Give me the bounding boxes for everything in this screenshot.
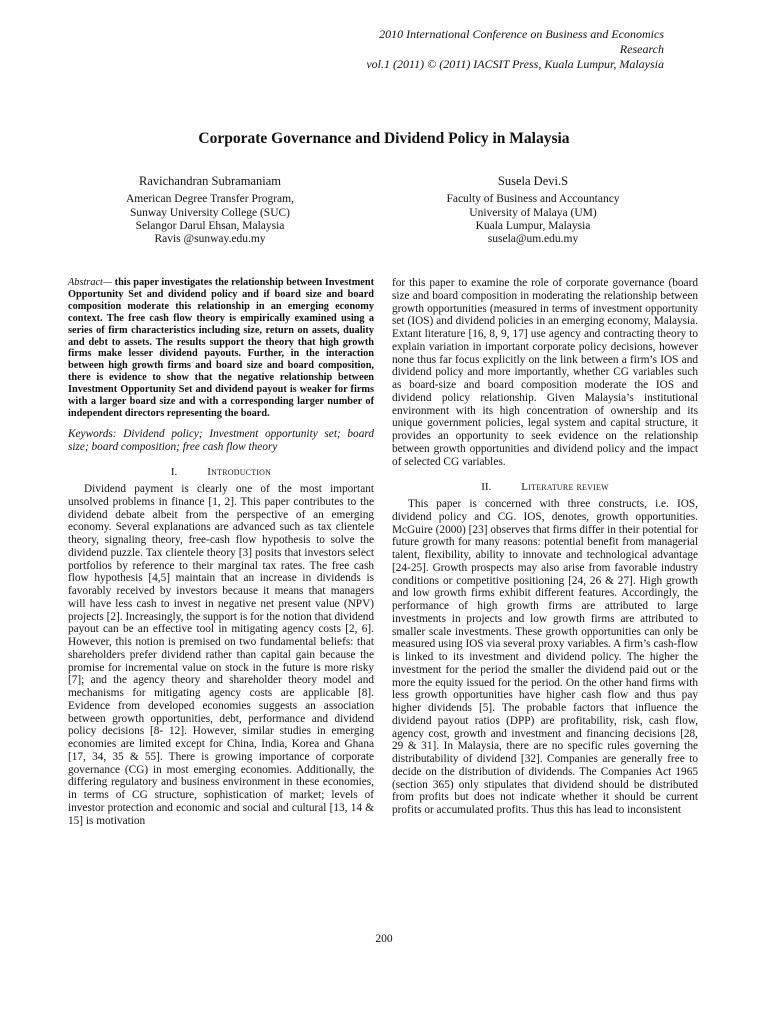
section-number: I. [170, 466, 178, 479]
section-heading-literature-review [392, 481, 698, 494]
author-email: susela@um.edu.my [487, 233, 579, 246]
abstract-label: Abstract— [68, 277, 113, 288]
author-name: Ravichandran Subramaniam [139, 174, 281, 188]
author-affiliation: Kuala Lumpur, Malaysia [475, 219, 591, 232]
author-affiliation: University of Malaya (UM) [469, 206, 597, 219]
introduction-paragraph-continued: for this paper to examine the role of corporate governance (board size and board composition in moderating the relationship between growth opportunities (measured in terms of investment opportunity set (IOS) and dividend policies in an emerging economy, Malaysia. Extant literature [16, 8, 9, 17] use agency and contracting theory to explain variation in important corporate policy decisions, however none thus far focus explicitly on the link between a firm’s IOS and dividend policy and more importantly, whether CG variables such as board-size and board composition moderate the IOS and dividend policy relationship. Given Malaysia’s institutional environment with its high concentration of ownership and its unique government policies, legal system and capital structure, it provides an opportunity to seek evidence on the relationship between growth opportunities and dividend policy and the impact of selected CG variables. [392, 277, 698, 468]
author-affiliation: Sunway University College (SUC) [129, 206, 291, 219]
left-column [68, 277, 374, 827]
conference-header [334, 27, 664, 72]
literature-review-paragraph: This paper is concerned with three constructs, i.e. IOS, dividend policy and CG. IOS, denotes, growth opportunities. McGuire (2000) [23] observes that firms differ in their potential for future growth for many reasons: potential benefit from managerial talent, flexibility, ability to innovate and technological advantage [24-25]. Growth prospects may also arise from favorable industry conditions or competitive positioning [24, 26 & 27]. High growth and low growth firms exhibit different features. Accordingly, the performance of high growth firms are attributed to large investments in projects and low growth firms are attributed to smaller scale investments. These growth opportunities can only be measured using IOS via several proxy variables. A firm’s cash-flow is linked to its investment and dividend policy. The higher the investment for the period the smaller the dividend paid out or the more the equity issued for the period. On the other hand firms with less growth opportunities have higher cash flow and thus pay higher dividends [5]. The probable factors that influence the dividend payout ratios (DPP) are profitability, risk, cash flow, agency cost, growth and investment and financing decisions [28, 29 & 31]. In Malaysia, there are no specific rules governing the distributability of dividend [32]. Companies are generally free to decide on the distribution of dividends. The Companies Act 1965 (section 365) only stipulates that dividend should be distributed from profits but does not indicate whether it should be current profits or accumulated profits. Thus this has lead to inconsistent [392, 498, 698, 816]
paper-title: Corporate Governance and Dividend Policy in Malaysia [198, 130, 570, 147]
author-name: Susela Devi.S [497, 174, 569, 188]
keywords [68, 428, 374, 454]
page-number: 200 [375, 933, 393, 945]
section-title: Introduction [207, 466, 272, 479]
right-column [392, 277, 698, 817]
conference-header-line3: vol.1 (2011) © (2011) IACSIT Press, Kuala Lumpur, Malaysia [366, 57, 664, 71]
author-affiliation: Selangor Darul Ehsan, Malaysia [135, 219, 285, 232]
author-affiliation: Faculty of Business and Accountancy [446, 193, 620, 206]
section-title: Literature review [521, 481, 609, 494]
keywords-label: Keywords: [68, 427, 117, 440]
keywords-text: Dividend policy; Investment opportunity set; board size; board composition; free cash flow theory [68, 427, 374, 453]
conference-header-line2: Research [619, 42, 664, 56]
author-email: Ravis @sunway.edu.my [154, 233, 266, 246]
section-heading-introduction [68, 466, 374, 479]
author-block-right [393, 175, 673, 246]
author-block-left [70, 175, 350, 246]
abstract-text: this paper investigates the relationship between Investment Opportunity Set and dividend policy and if board size and board composition moderate this relationship in an emerging economy context. The free cash flow theory is empirically examined using a series of firm characteristics including size, return on assets, duality and debt to assets. The results support the theory that high growth firms make lesser dividend payouts. Further, in the interaction between high growth firms and board size and board composition, there is evidence to show that the negative relationship between Investment Opportunity Set and dividend payout is weaker for firms with a larger board size and with a corresponding larger number of independent directors representing the board. [68, 277, 374, 419]
abstract [68, 277, 374, 420]
author-affiliation: American Degree Transfer Program, [126, 193, 294, 206]
section-number: II. [481, 481, 492, 494]
introduction-paragraph: Dividend payment is clearly one of the most important unsolved problems in finance [1, 2]. This paper contributes to the dividend debate albeit from the perspective of an emerging economy. Several explanations are advanced such as tax clientele theory, signaling theory, free-cash flow hypothesis to solve the dividend puzzle. Tax clientele theory [3] posits that investors select portfolios by reference to their marginal tax rates. The free cash flow hypothesis [4,5] maintain that an increase in dividends is favorably received by investors because it means that managers will have less cash to invest in negative net present value (NPV) projects [2]. Increasingly, the support is for the notion that dividend payout can be an effective tool in mitigating agency costs [2, 6]. However, this notion is premised on two fundamental beliefs: that shareholders prefer dividend rather than capital gain because the promise for incremental value on stock in the future is more risky [7]; and the agency theory and shareholder theory model and mechanisms for mitigating agency costs are applicable [8]. Evidence from developed economies suggests an association between growth opportunities, debt, performance and dividend policy decisions [8- 12]. However, similar studies in emerging economies are limited except for China, India, Korea and Ghana [17, 34, 35 & 55]. There is growing importance of corporate governance (CG) in most emerging economies. Additionally, the differing regulatory and business environment in these economies, in terms of CG structure, sophistication of market; levels of investor protection and economic and social and cultural [13, 14 & 15] is motivation [68, 483, 374, 827]
conference-header-line1: 2010 International Conference on Business and Economics [379, 27, 664, 41]
